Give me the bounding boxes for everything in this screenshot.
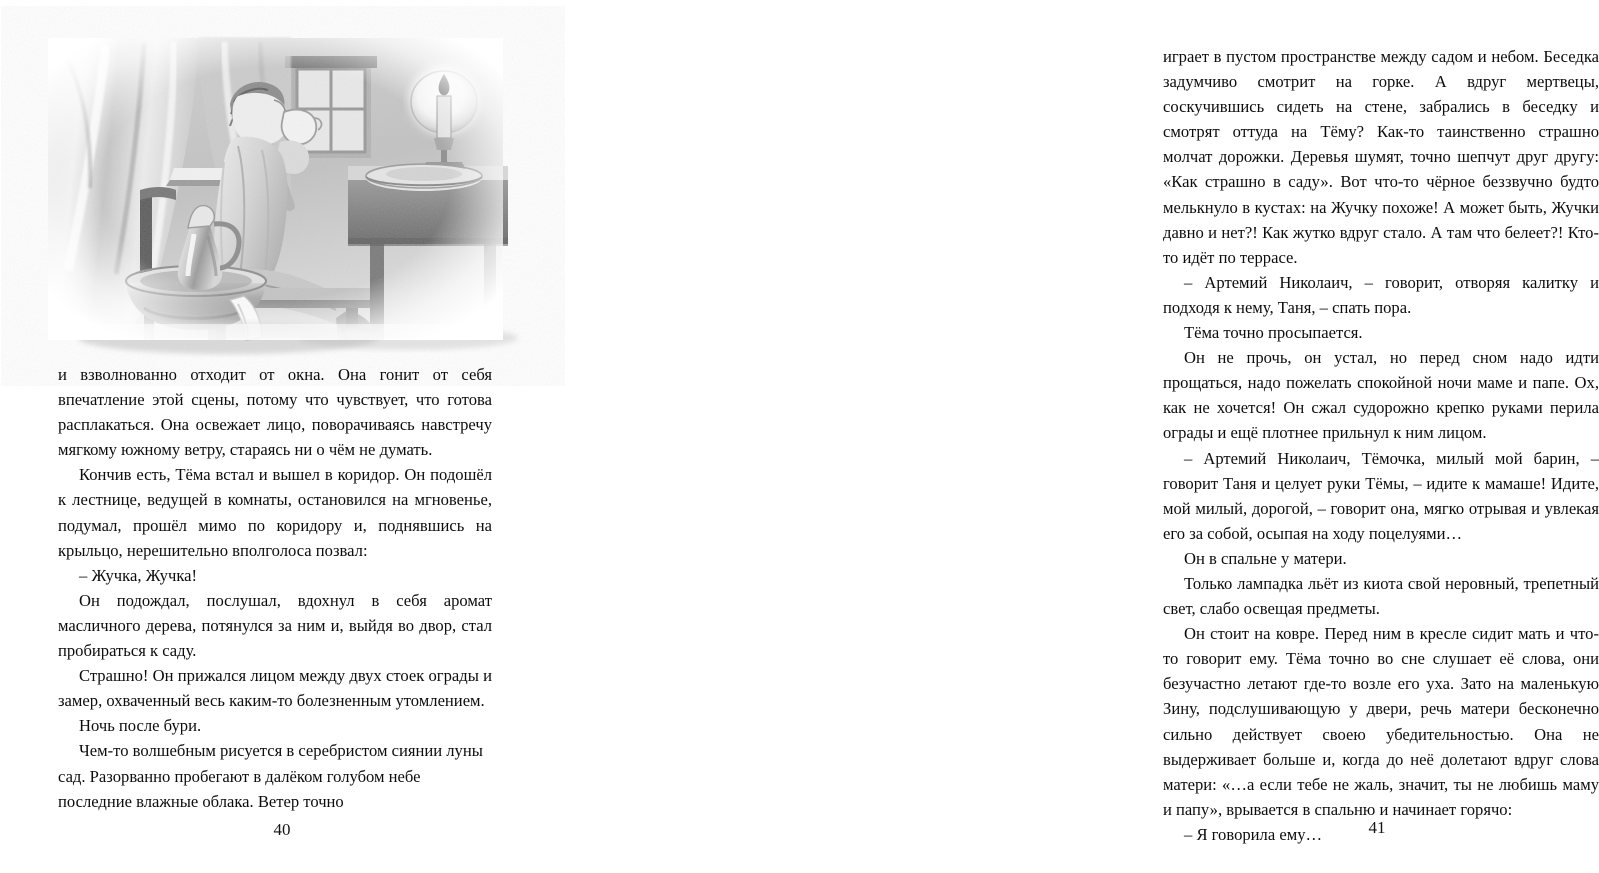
paragraph: – Артемий Николаич, – говорит, отворяя калитку и подходя к нему, Таня, – спать пора. <box>1163 272 1599 317</box>
right-page <box>550 0 1599 873</box>
right-column-text <box>1163 44 1599 847</box>
paragraph: Кончив есть, Тёма встал и вышел в коридор. Он подошёл к лестнице, ведущей в комнаты, остановился на мгновенье, подумал, прошёл мимо по коридору и, поднявшись на крыльцо, нерешительно вполголоса позвал: <box>58 465 492 560</box>
chapter-illustration <box>48 38 503 340</box>
paragraph: Он стоит на ковре. Перед ним в кресле сидит мать и что-то говорит ему. Тёма точно во сне слушает её слова, они безучастно летают где-то возле его уха. Зато на маленькую Зину, подслушивающую у двери, речь матери бесконечно сильно действует своею убедительностью. Она не выдерживает больше и, когда до неё долетают вдруг слова матери: «…а если тебе не жаль, значит, ты не любишь маму и папу», врывается в спальню и начинает горячо: <box>1163 624 1599 819</box>
paragraph: играет в пустом пространстве между садом и небом. Беседка задумчиво смотрит на горке. А вдруг мертвецы, соскучившись сидеть на стене, забрались в беседку и смотрят оттуда на Тёму? Как-то таинственно страшно молчат дорожки. Деревья шумят, точно шепчут друг другу: «Как страшно в саду». Вот что-то чёрное беззвучно будто мелькнуло в кустах: на Жучку похоже! А может быть, Жучки давно и нет?! Как жутко вдруг стало. А там что белеет?! Кто-то идёт по террасе. <box>1163 47 1599 267</box>
paragraph: Чем-то волшебным рисуется в серебристом сиянии луны сад. Разорванно пробегают в далёком голубом небе последние влажные облака. Ветер точно <box>58 741 483 811</box>
left-column-text <box>58 362 492 814</box>
paragraph: – Я говорила ему… <box>1184 824 1323 844</box>
paragraph: Тёма точно просыпается. <box>1184 323 1363 343</box>
paragraph: Он в спальне у матери. <box>1184 548 1347 568</box>
paragraph: Он не прочь, он устал, но перед сном надо идти прощаться, надо пожелать спокойной ночи маме и папе. Ох, как не хочется! Он сжал судорожно крепко руками перила ограды и ещё плотнее прильнул к ним лицом. <box>1163 348 1599 443</box>
paragraph: Он подождал, послушал, вдохнул в себя аромат масличного дерева, потянулся за ним и, выйдя во двор, стал пробираться к саду. <box>58 590 492 661</box>
paragraph: – Жучка, Жучка! <box>79 565 198 585</box>
paragraph: Ночь после бури. <box>79 716 202 736</box>
left-page <box>0 0 550 873</box>
paragraph: и взволнованно отходит от окна. Она гонит от себя впечатление этой сцены, потому что чувствует, что готова расплакаться. Она освежает лицо, поворачиваясь навстречу мягкому южному ветру, стараясь ни о чём не думать. <box>58 365 492 460</box>
page-number-left: 40 <box>273 820 291 839</box>
paragraph: – Артемий Николаич, Тёмочка, милый мой барин, – говорит Таня и целует руки Тёмы, – идите к мамаше! Идите, мой милый, дорогой, – говорит она, мягко отрывая и увлекая его за собой, осыпая на ходу поцелуями… <box>1163 448 1599 543</box>
paragraph: Страшно! Он прижался лицом между двух стоек ограды и замер, охваченный весь каким-то болезненным утомлением. <box>58 666 492 711</box>
page-number-right: 41 <box>1368 818 1386 837</box>
paragraph: Только лампадка льёт из киота свой неровный, трепетный свет, слабо освещая предметы. <box>1163 573 1599 619</box>
